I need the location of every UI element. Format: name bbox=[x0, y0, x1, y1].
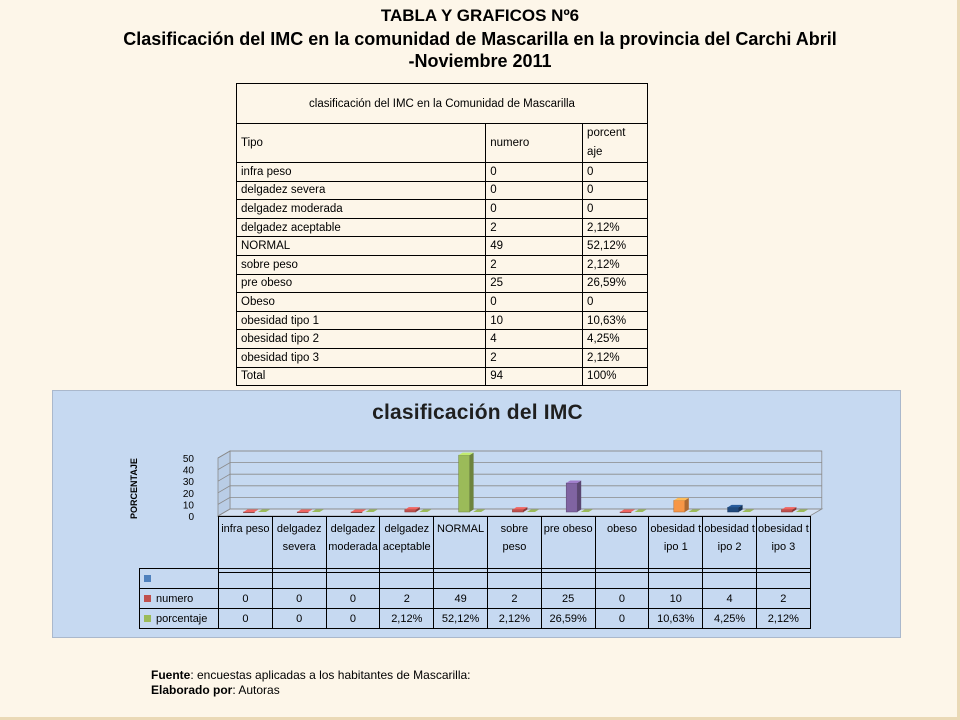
series-value: 2 bbox=[487, 589, 541, 609]
category-label: obesidad tipo 3 bbox=[756, 517, 810, 573]
y-tick-label: 30 bbox=[182, 477, 194, 489]
category-label: delgadez severa bbox=[272, 517, 326, 573]
table-cell-numero: 0 bbox=[486, 200, 583, 219]
table-cell-porcentaje: 52,12% bbox=[583, 237, 648, 256]
table-cell-porcentaje: 0 bbox=[583, 293, 648, 312]
bar-front bbox=[459, 455, 470, 512]
series-value: 0 bbox=[219, 609, 273, 629]
series-value bbox=[595, 569, 649, 589]
series-value: 26,59% bbox=[541, 609, 595, 629]
bar-front bbox=[243, 512, 254, 513]
y-tick-label: 20 bbox=[182, 488, 194, 500]
series-value: 52,12% bbox=[434, 609, 488, 629]
table-cell-porcentaje: 0 bbox=[583, 200, 648, 219]
series-value: 2,12% bbox=[380, 609, 434, 629]
table-row bbox=[237, 200, 648, 219]
series-value bbox=[756, 569, 810, 589]
bar-front bbox=[781, 510, 792, 512]
series-value: 10,63% bbox=[649, 609, 703, 629]
table-cell-porcentaje: 0 bbox=[583, 181, 648, 200]
series-name: numero bbox=[156, 592, 194, 605]
bar-side bbox=[577, 481, 581, 513]
table-cell-tipo: obesidad tipo 2 bbox=[237, 330, 486, 349]
table-cell-tipo: delgadez severa bbox=[237, 181, 486, 200]
table-title-row bbox=[237, 84, 648, 124]
series-name: porcentaje bbox=[156, 612, 208, 625]
series-value: 0 bbox=[595, 609, 649, 629]
series-row bbox=[140, 569, 811, 589]
table-cell-numero: 10 bbox=[486, 311, 583, 330]
series-key bbox=[140, 569, 219, 589]
table-row bbox=[237, 348, 648, 367]
series-value: 0 bbox=[326, 609, 380, 629]
series-value: 2,12% bbox=[487, 609, 541, 629]
footer-made-label: Elaborado por bbox=[151, 683, 233, 697]
bar-front bbox=[512, 510, 523, 512]
table-cell-tipo: delgadez moderada bbox=[237, 200, 486, 219]
bar-front bbox=[674, 500, 685, 512]
series-value bbox=[380, 569, 434, 589]
category-label: pre obeso bbox=[541, 517, 595, 573]
bar-front bbox=[620, 512, 631, 513]
header-line-2: Clasificación del IMC en la comunidad de Mascarilla en la provincia del Carchi Abril bbox=[123, 29, 837, 49]
legend-swatch bbox=[144, 615, 151, 622]
series-value: 4,25% bbox=[703, 609, 757, 629]
footer-made-by bbox=[151, 683, 280, 697]
table-row bbox=[237, 330, 648, 349]
y-tick-label: 10 bbox=[182, 500, 194, 512]
bar-side bbox=[470, 453, 474, 512]
y-axis-label: PORCENTAJE bbox=[129, 458, 139, 519]
table-cell-numero: 2 bbox=[486, 218, 583, 237]
table-cell-porcentaje: 10,63% bbox=[583, 311, 648, 330]
table-header-tipo: Tipo bbox=[237, 124, 486, 163]
series-value: 10 bbox=[649, 589, 703, 609]
category-label: obeso bbox=[595, 517, 649, 573]
table-cell-porcentaje: 2,12% bbox=[583, 348, 648, 367]
table-cell-porcentaje: 2,12% bbox=[583, 218, 648, 237]
legend-swatch bbox=[144, 575, 151, 582]
table-cell-numero: 0 bbox=[486, 181, 583, 200]
table-header-numero: numero bbox=[486, 124, 583, 163]
table-cell-porcentaje: 2,12% bbox=[583, 255, 648, 274]
bar-front bbox=[351, 512, 362, 513]
series-value: 2,12% bbox=[756, 609, 810, 629]
category-label: sobre peso bbox=[487, 517, 541, 573]
series-row bbox=[140, 609, 811, 629]
series-key bbox=[140, 609, 219, 629]
table-cell-porcentaje: 4,25% bbox=[583, 330, 648, 349]
bar-front bbox=[297, 512, 308, 513]
bar-front bbox=[566, 483, 577, 512]
table-cell-porcentaje: 100% bbox=[583, 367, 648, 386]
series-value: 0 bbox=[326, 589, 380, 609]
table-row bbox=[237, 181, 648, 200]
series-data-table bbox=[139, 568, 811, 629]
table-title: clasificación del IMC en la Comunidad de Mascarilla bbox=[237, 84, 648, 124]
series-value bbox=[219, 569, 273, 589]
category-label: obesidad tipo 2 bbox=[703, 517, 757, 573]
category-label: obesidad tipo 1 bbox=[649, 517, 703, 573]
plot-back-wall bbox=[230, 451, 822, 509]
series-value bbox=[541, 569, 595, 589]
table-row bbox=[237, 163, 648, 182]
series-value: 0 bbox=[272, 609, 326, 629]
table-cell-numero: 2 bbox=[486, 348, 583, 367]
category-label: delgadez moderada bbox=[326, 517, 380, 573]
table-cell-numero: 0 bbox=[486, 293, 583, 312]
footer-made-text: : Autoras bbox=[232, 683, 280, 697]
series-value: 49 bbox=[434, 589, 488, 609]
bar-front bbox=[728, 507, 739, 512]
imc-data-table bbox=[236, 83, 648, 386]
table-cell-numero: 49 bbox=[486, 237, 583, 256]
table-cell-tipo: infra peso bbox=[237, 163, 486, 182]
series-value bbox=[703, 569, 757, 589]
y-tick-label: 40 bbox=[182, 465, 194, 477]
series-value: 25 bbox=[541, 589, 595, 609]
category-label-table bbox=[218, 516, 811, 573]
table-cell-tipo: sobre peso bbox=[237, 255, 486, 274]
table-cell-porcentaje: 0 bbox=[583, 163, 648, 182]
footer-source-text: : encuestas aplicadas a los habitantes de Mascarilla: bbox=[190, 668, 471, 682]
header-line-1: TABLA Y GRAFICOS Nº6 bbox=[380, 6, 580, 25]
table-row bbox=[237, 218, 648, 237]
series-key bbox=[140, 589, 219, 609]
category-label: NORMAL bbox=[434, 517, 488, 573]
series-row bbox=[140, 589, 811, 609]
table-cell-tipo: delgadez aceptable bbox=[237, 218, 486, 237]
series-value bbox=[434, 569, 488, 589]
y-tick-label: 50 bbox=[182, 454, 194, 465]
table-cell-numero: 25 bbox=[486, 274, 583, 293]
table-header-porcentaje: porcent aje bbox=[583, 124, 648, 163]
series-value bbox=[326, 569, 380, 589]
series-value bbox=[272, 569, 326, 589]
table-row bbox=[237, 367, 648, 386]
series-value: 2 bbox=[756, 589, 810, 609]
table-row bbox=[237, 311, 648, 330]
series-value bbox=[649, 569, 703, 589]
series-value: 4 bbox=[703, 589, 757, 609]
footer-source-label: Fuente bbox=[151, 668, 191, 682]
series-value bbox=[487, 569, 541, 589]
chart-title: clasificación del IMC bbox=[372, 401, 583, 424]
table-row bbox=[237, 237, 648, 256]
table-row bbox=[237, 293, 648, 312]
series-value: 2 bbox=[380, 589, 434, 609]
footer-source bbox=[151, 668, 471, 682]
series-value: 0 bbox=[595, 589, 649, 609]
series-value: 0 bbox=[272, 589, 326, 609]
legend-swatch bbox=[144, 595, 151, 602]
table-cell-tipo: Obeso bbox=[237, 293, 486, 312]
header-line-3: -Noviembre 2011 bbox=[408, 51, 552, 71]
table-cell-porcentaje: 26,59% bbox=[583, 274, 648, 293]
table-cell-tipo: obesidad tipo 1 bbox=[237, 311, 486, 330]
table-cell-tipo: pre obeso bbox=[237, 274, 486, 293]
table-cell-numero: 2 bbox=[486, 255, 583, 274]
table-cell-numero: 4 bbox=[486, 330, 583, 349]
series-value: 0 bbox=[219, 589, 273, 609]
table-cell-tipo: Total bbox=[237, 367, 486, 386]
bar-front bbox=[405, 510, 416, 512]
table-cell-numero: 0 bbox=[486, 163, 583, 182]
table-cell-tipo: obesidad tipo 3 bbox=[237, 348, 486, 367]
plot-side-wall bbox=[218, 451, 230, 516]
y-tick-label: 0 bbox=[188, 512, 194, 523]
category-label: infra peso bbox=[219, 517, 273, 573]
table-cell-tipo: NORMAL bbox=[237, 237, 486, 256]
table-header-row bbox=[237, 124, 648, 163]
table-cell-numero: 94 bbox=[486, 367, 583, 386]
table-row bbox=[237, 274, 648, 293]
category-label: delgadez aceptable bbox=[380, 517, 434, 573]
chart-panel bbox=[52, 390, 901, 638]
table-row bbox=[237, 255, 648, 274]
